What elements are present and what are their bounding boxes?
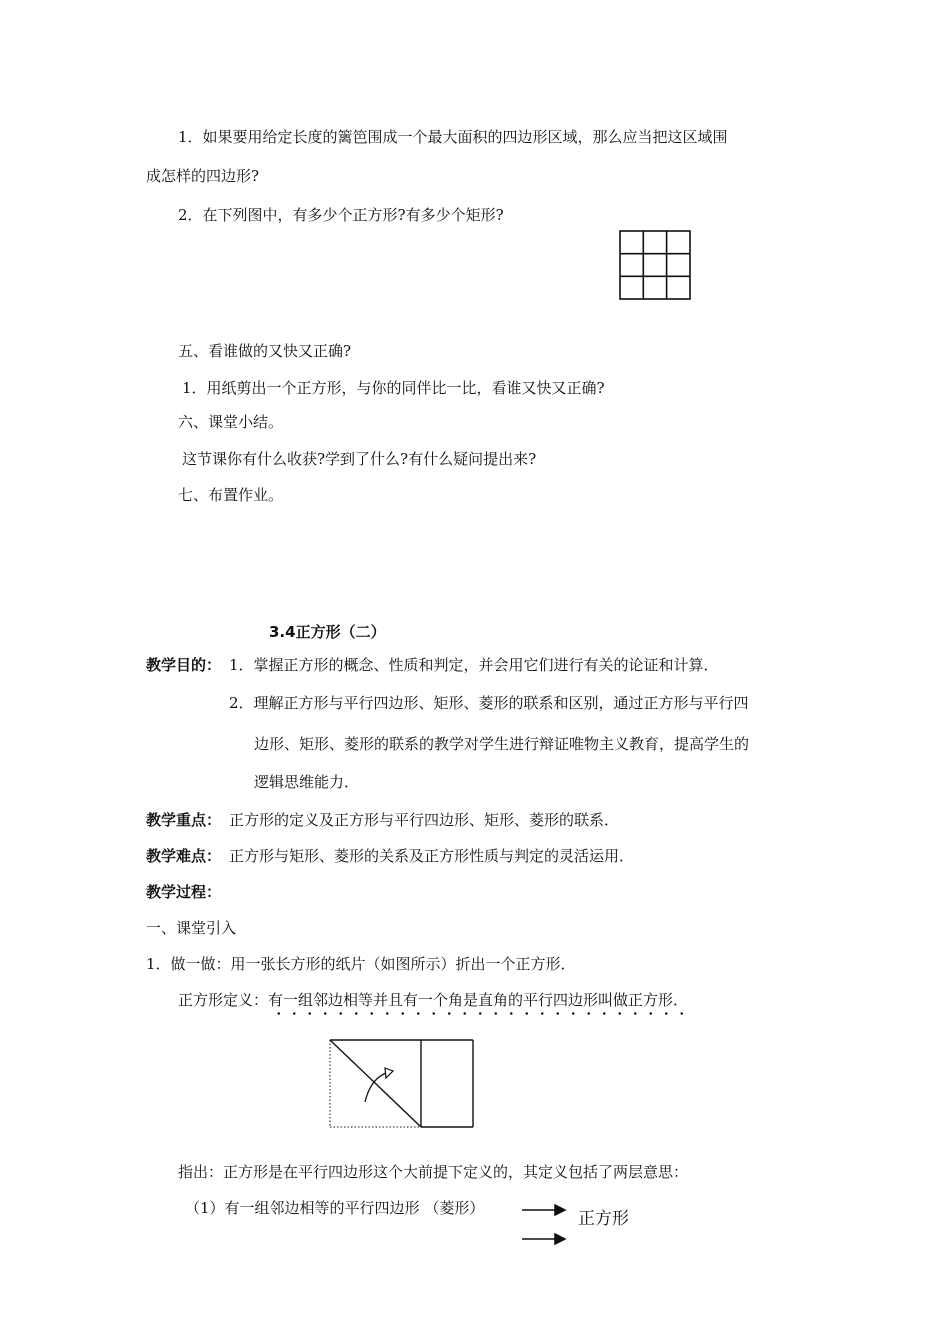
goal-2-line-1: 2．理解正方形与平行四边形、矩形、菱形的联系和区别，通过正方形与平行四 xyxy=(229,694,749,712)
question-1-line-2: 成怎样的四边形? xyxy=(146,167,260,185)
definition-prefix: 正方形定义： xyxy=(178,991,269,1009)
section-5-heading: 五、看谁做的又快又正确? xyxy=(178,342,352,360)
folding-paper-figure xyxy=(327,1037,478,1132)
goal-label: 教学目的： xyxy=(146,656,222,674)
arrow-icon-pair xyxy=(519,1201,569,1251)
definition-line xyxy=(178,991,688,1009)
question-2: 2．在下列图中，有多少个正方形?有多少个矩形? xyxy=(178,206,504,224)
process-label: 教学过程： xyxy=(146,883,222,901)
result-label: 正方形 xyxy=(578,1209,629,1229)
key-point-label: 教学重点： xyxy=(146,811,222,829)
section-6-body: 这节课你有什么收获?学到了什么?有什么疑问提出来? xyxy=(182,450,537,468)
definition-body: 有一组邻边相等并且有一个角是直角的平行四边形叫做正方形． xyxy=(268,991,688,1017)
activity-text: 1．做一做：用一张长方形的纸片（如图所示）折出一个正方形． xyxy=(146,955,576,973)
goal-2-line-3: 逻辑思维能力． xyxy=(254,773,360,791)
grid-figure xyxy=(617,228,693,302)
point-1-text: （1）有一组邻边相等的平行四边形 （菱形） xyxy=(185,1199,485,1217)
lesson-title: 3.4正方形（二） xyxy=(269,623,386,641)
section-5-item: 1．用纸剪出一个正方形，与你的同伴比一比，看谁又快又正确? xyxy=(182,379,605,397)
goal-1: 1．掌握正方形的概念、性质和判定，并会用它们进行有关的论证和计算． xyxy=(229,656,719,674)
note-text: 指出：正方形是在平行四边形这个大前提下定义的，其定义包括了两层意思： xyxy=(178,1163,689,1181)
difficulty-label: 教学难点： xyxy=(146,847,222,865)
section-6-heading: 六、课堂小结。 xyxy=(178,413,284,431)
part-1-heading: 一、课堂引入 xyxy=(146,919,237,937)
key-point-text: 正方形的定义及正方形与平行四边形、矩形、菱形的联系． xyxy=(229,811,620,829)
question-1-line-1: 1．如果要用给定长度的篱笆围成一个最大面积的四边形区域，那么应当把这区域围 xyxy=(178,128,728,146)
goal-2-line-2: 边形、矩形、菱形的联系的教学对学生进行辩证唯物主义教育，提高学生的 xyxy=(254,735,750,753)
section-7-heading: 七、布置作业。 xyxy=(178,486,284,504)
difficulty-text: 正方形与矩形、菱形的关系及正方形性质与判定的灵活运用． xyxy=(229,847,635,865)
